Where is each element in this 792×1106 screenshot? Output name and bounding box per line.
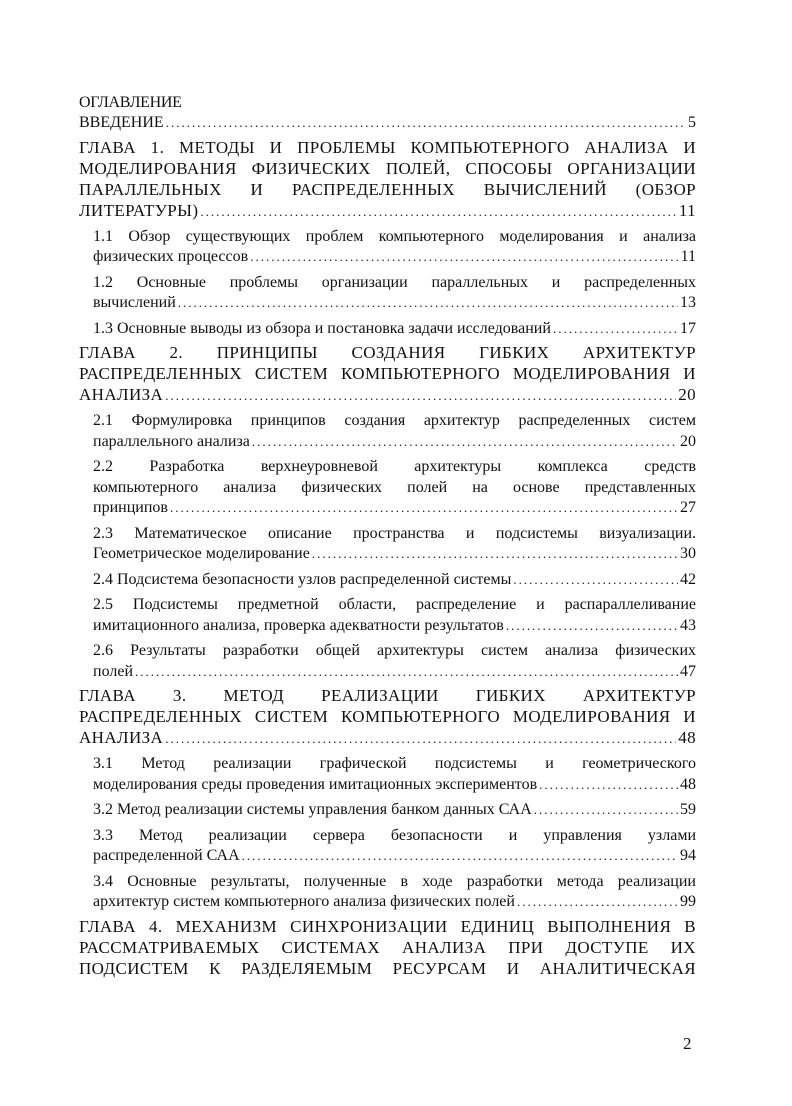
toc-entry-line: 2.5 Подсистемы предметной области, распределение и распараллеливание bbox=[93, 596, 696, 613]
toc-entry-title: архитектур систем компьютерного анализа физических полей bbox=[93, 893, 515, 910]
toc-entry-title: 3.2 Метод реализации системы управления банком данных САА bbox=[93, 801, 532, 818]
toc-entry-page: 43 bbox=[680, 616, 696, 634]
toc-entry-line: 1.2 Основные проблемы организации параллельных и распределенных bbox=[93, 273, 696, 291]
toc-entry-line: ПОДСИСТЕМ К РАЗДЕЛЯЕМЫМ РЕСУРСАМ И АНАЛИТИЧЕСКАЯ bbox=[79, 958, 696, 978]
toc-entry-last-line bbox=[93, 616, 696, 637]
toc-entry-page: 42 bbox=[680, 570, 696, 588]
toc-section-entry bbox=[93, 524, 696, 565]
toc-section-entry bbox=[93, 273, 696, 314]
dot-leader bbox=[178, 293, 678, 314]
toc-chapter-entry bbox=[79, 342, 696, 406]
toc-entry-page: 5 bbox=[688, 114, 696, 131]
toc-section-entry bbox=[93, 227, 696, 268]
toc-entry-title: ЛИТЕРАТУРЫ) bbox=[79, 200, 199, 220]
toc-entry-page: 30 bbox=[680, 545, 696, 562]
toc-entry-line: 2.6 Результаты разработки общей архитектуры систем анализа физических bbox=[93, 642, 696, 659]
dot-leader bbox=[312, 544, 678, 565]
toc-entry-page: 20 bbox=[678, 385, 696, 404]
page-number: 2 bbox=[683, 1034, 692, 1053]
toc-entry-line: компьютерного анализа физических полей на основе представленных bbox=[93, 478, 696, 496]
dot-leader bbox=[553, 319, 678, 340]
toc-chapter-entry bbox=[79, 916, 696, 979]
toc-entry-page: 17 bbox=[680, 319, 696, 337]
toc-entry-last-line bbox=[93, 892, 696, 913]
dot-leader bbox=[170, 498, 678, 519]
toc-entry-last-line bbox=[93, 800, 696, 821]
toc-entry-page: 59 bbox=[680, 801, 696, 818]
dot-leader bbox=[534, 800, 678, 821]
dot-leader bbox=[200, 201, 676, 222]
toc-section-entry bbox=[93, 411, 696, 452]
toc-entry-page: 13 bbox=[680, 294, 696, 311]
toc-entry-last-line bbox=[93, 846, 696, 867]
toc-entry-last-line bbox=[93, 544, 696, 565]
toc-entry-line: ГЛАВА 3. МЕТОД РЕАЛИЗАЦИИ ГИБКИХ АРХИТЕКТУР bbox=[79, 686, 696, 705]
toc-entry-line: 1.1 Обзор существующих проблем компьютерного моделирования и анализа bbox=[93, 227, 696, 245]
toc-entry-line: 3.4 Основные результаты, полученные в ходе разработки метода реализации bbox=[93, 872, 696, 890]
dot-leader bbox=[165, 385, 676, 406]
toc-entry-title: ВВЕДЕНИЕ bbox=[79, 114, 164, 131]
toc-entry-last-line bbox=[93, 775, 696, 796]
toc-entry-last-line bbox=[93, 662, 696, 683]
dot-leader bbox=[165, 728, 676, 749]
toc-section-entry bbox=[93, 800, 696, 821]
toc-entry-line: РАСПРЕДЕЛЕННЫХ СИСТЕМ КОМПЬЮТЕРНОГО МОДЕЛИРОВАНИЯ И bbox=[79, 707, 696, 726]
toc-entry-line: МОДЕЛИРОВАНИЯ ФИЗИЧЕСКИХ ПОЛЕЙ, СПОСОБЫ ОРГАНИЗАЦИИ bbox=[79, 158, 696, 178]
toc-entry-line: ГЛАВА 1. МЕТОДЫ И ПРОБЛЕМЫ КОМПЬЮТЕРНОГО АНАЛИЗА И bbox=[79, 137, 696, 157]
toc-entry-line: РАСПРЕДЕЛЕННЫХ СИСТЕМ КОМПЬЮТЕРНОГО МОДЕЛИРОВАНИЯ И bbox=[79, 364, 696, 383]
toc-entry-last-line bbox=[93, 498, 696, 519]
toc-section-entry bbox=[93, 319, 696, 340]
toc-section-entry bbox=[93, 595, 696, 636]
dot-leader bbox=[250, 247, 678, 268]
dot-leader bbox=[513, 570, 678, 591]
toc-entry-title: 1.3 Основные выводы из обзора и постановка задачи исследований bbox=[93, 319, 551, 337]
toc-section-entry bbox=[93, 641, 696, 682]
toc-entry-page: 48 bbox=[678, 728, 696, 747]
dot-leader bbox=[539, 775, 678, 796]
toc-entry-line: 3.3 Метод реализации сервера безопасности и управления узлами bbox=[93, 826, 696, 844]
toc-entry-line: 2.1 Формулировка принципов создания архитектур распределенных систем bbox=[93, 412, 696, 429]
toc-chapter-entry bbox=[79, 685, 696, 749]
toc-entry-last-line bbox=[79, 384, 696, 406]
toc-entry-line: ГЛАВА 4. МЕХАНИЗМ СИНХРОНИЗАЦИИ ЕДИНИЦ ВЫПОЛНЕНИЯ В bbox=[79, 916, 696, 936]
toc-entry-page: 99 bbox=[680, 893, 696, 910]
toc-entry-title: моделирования среды проведения имитационных экспериментов bbox=[93, 775, 538, 793]
toc-entry-last-line bbox=[79, 200, 696, 222]
toc-entry-last-line bbox=[93, 319, 696, 340]
toc-entry-title: распределенной САА bbox=[93, 847, 240, 864]
toc-entry-title: 2.4 Подсистема безопасности узлов распределенной системы bbox=[93, 570, 512, 588]
toc-entry-line: 2.2 Разработка верхнеуровневой архитектуры комплекса средств bbox=[93, 458, 696, 475]
dot-leader bbox=[252, 432, 678, 453]
toc-entry-title: вычислений bbox=[93, 294, 176, 311]
toc-entry-line: ГЛАВА 2. ПРИНЦИПЫ СОЗДАНИЯ ГИБКИХ АРХИТЕКТУР bbox=[79, 343, 696, 362]
toc-entry-page: 27 bbox=[680, 499, 696, 516]
toc-entry-line: РАССМАТРИВАЕМЫХ СИСТЕМАХ АНАЛИЗА ПРИ ДОСТУПЕ ИХ bbox=[79, 937, 696, 957]
dot-leader bbox=[135, 662, 678, 683]
toc-entry-title: имитационного анализа, проверка адекватности результатов bbox=[93, 616, 504, 634]
toc-entry-title: полей bbox=[93, 662, 133, 680]
toc-section-entry bbox=[93, 872, 696, 913]
toc-chapter-entry bbox=[79, 137, 696, 222]
toc-entry-title: АНАЛИЗА bbox=[79, 385, 164, 404]
toc-entry-page: 20 bbox=[680, 432, 696, 450]
dot-leader bbox=[242, 846, 678, 867]
toc-entry-title: принципов bbox=[93, 499, 168, 516]
toc-entry-line: ПАРАЛЛЕЛЬНЫХ И РАСПРЕДЕЛЕННЫХ ВЫЧИСЛЕНИЙ (ОБЗОР bbox=[79, 179, 696, 199]
toc-entry-last-line bbox=[79, 727, 696, 749]
toc-entry-title: физических процессов bbox=[93, 248, 249, 265]
toc-entry-last-line bbox=[93, 570, 696, 591]
dot-leader bbox=[506, 616, 678, 637]
toc-entry-page: 48 bbox=[680, 775, 696, 793]
toc-section-entry bbox=[93, 826, 696, 867]
toc-entry-page: 11 bbox=[678, 200, 696, 220]
toc-entry-page: 94 bbox=[680, 847, 696, 864]
table-of-contents bbox=[79, 113, 696, 979]
toc-intro-entry bbox=[79, 113, 696, 134]
toc-entry-line: 3.1 Метод реализации графической подсистемы и геометрического bbox=[93, 755, 696, 772]
toc-entry-last-line bbox=[79, 113, 696, 134]
toc-entry-title: АНАЛИЗА bbox=[79, 728, 164, 747]
dot-leader bbox=[517, 892, 678, 913]
toc-entry-page: 47 bbox=[680, 662, 696, 680]
toc-entry-title: параллельного анализа bbox=[93, 432, 250, 450]
toc-entry-line: 2.3 Математическое описание пространства и подсистемы визуализации. bbox=[93, 524, 696, 542]
toc-entry-title: Геометрическое моделирование bbox=[93, 545, 310, 562]
toc-entry-last-line bbox=[93, 247, 696, 268]
toc-entry-page: 11 bbox=[680, 248, 696, 265]
toc-section-entry bbox=[93, 570, 696, 591]
toc-section-entry bbox=[93, 457, 696, 519]
toc-entry-last-line bbox=[93, 293, 696, 314]
toc-heading: ОГЛАВЛЕНИЕ bbox=[79, 94, 182, 111]
toc-entry-last-line bbox=[93, 432, 696, 453]
dot-leader bbox=[166, 113, 686, 134]
toc-section-entry bbox=[93, 754, 696, 795]
